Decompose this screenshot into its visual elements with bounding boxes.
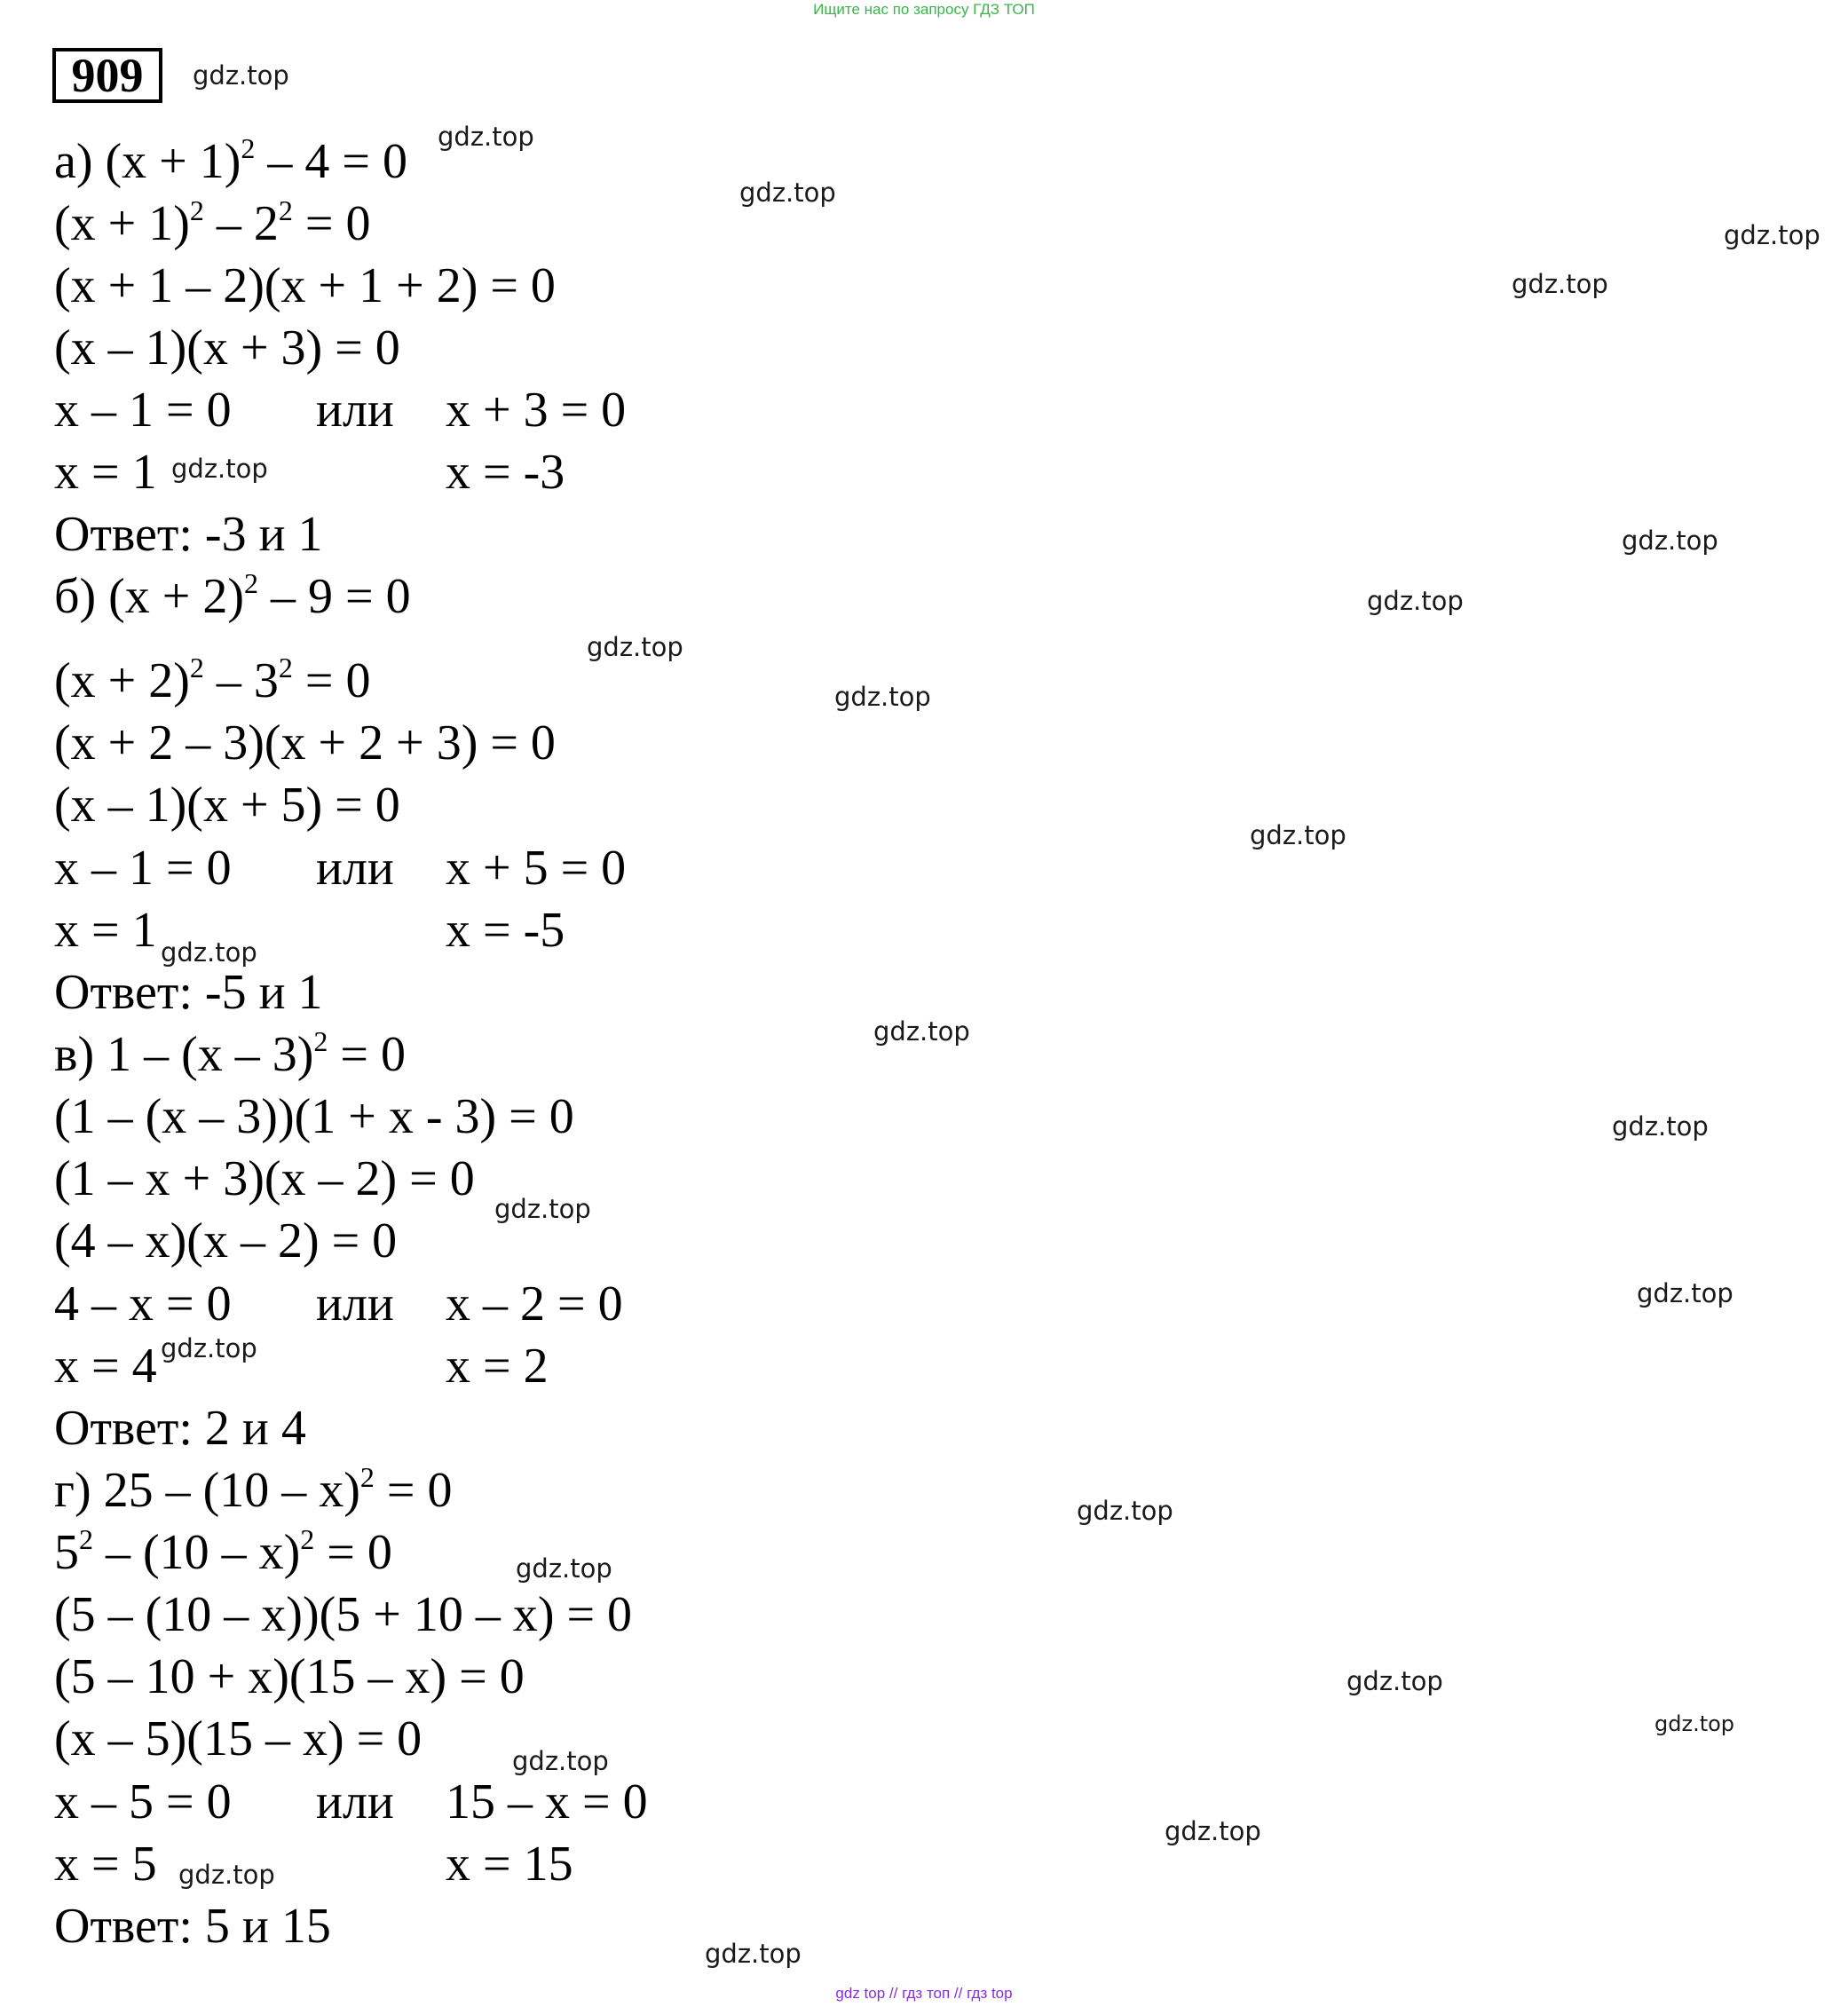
watermark: gdz.top <box>739 178 836 208</box>
watermark: gdz.top <box>1165 1816 1261 1846</box>
task-number: 909 <box>52 48 162 103</box>
part-c-answer: Ответ: 2 и 4 <box>54 1401 306 1456</box>
part-d-line-5: (x – 5)(15 – x) = 0 <box>54 1711 423 1766</box>
part-b-answer: Ответ: -5 и 1 <box>54 965 323 1020</box>
part-a-line-1: а) $(x + 1)^2 - 4 = 0$ <box>54 132 407 189</box>
watermark: gdz.top <box>1724 220 1820 250</box>
watermark: gdz.top <box>705 1939 802 1969</box>
part-b-line-4: (x – 1)(x + 5) = 0 <box>54 778 400 833</box>
watermark: gdz.top <box>1347 1666 1443 1696</box>
top-banner[interactable]: Ищите нас по запросу ГДЗ ТОП <box>813 1 1035 18</box>
part-b-line-5: x – 1 = 0 или x + 5 = 0 <box>54 841 627 896</box>
part-d-line-4: (5 – 10 + x)(15 – x) = 0 <box>54 1649 525 1704</box>
part-c-line-4: (4 – x)(x – 2) = 0 <box>54 1213 398 1268</box>
watermark: gdz.top <box>587 632 683 662</box>
watermark: gdz.top <box>1367 586 1464 616</box>
part-d-line-1: г) 25 – (10 – x)$^2$ = 0 <box>54 1461 453 1518</box>
bottom-banner[interactable]: gdz top // гдз топ // гдз top <box>835 1985 1013 2002</box>
watermark: gdz.top <box>161 1333 257 1363</box>
watermark: gdz.top <box>1637 1278 1733 1308</box>
part-d-line-7: x = 5 x = 15 <box>54 1837 573 1892</box>
part-b-line-6: x = 1 x = -5 <box>54 903 565 958</box>
watermark: gdz.top <box>1655 1711 1735 1736</box>
watermark: gdz.top <box>193 60 289 91</box>
watermark: gdz.top <box>178 1860 275 1890</box>
part-a-answer: Ответ: -3 и 1 <box>54 507 323 562</box>
part-c-line-3: (1 – x + 3)(x – 2) = 0 <box>54 1151 475 1206</box>
part-a-line-6: x = 1 x = -3 <box>54 445 565 500</box>
part-b-line-3: (x + 2 – 3)(x + 2 + 3) = 0 <box>54 715 556 770</box>
watermark: gdz.top <box>171 454 268 484</box>
part-c-line-2: (1 – (x – 3))(1 + x - 3) = 0 <box>54 1089 574 1144</box>
part-c-line-5: 4 – x = 0 или x – 2 = 0 <box>54 1276 623 1331</box>
watermark: gdz.top <box>834 682 931 712</box>
part-d-line-3: (5 – (10 – x))(5 + 10 – x) = 0 <box>54 1587 633 1642</box>
watermark: gdz.top <box>873 1016 970 1047</box>
watermark: gdz.top <box>1250 820 1347 850</box>
watermark: gdz.top <box>512 1746 609 1776</box>
part-a-line-3: (x + 1 – 2)(x + 1 + 2) = 0 <box>54 258 556 313</box>
part-a-line-5: x – 1 = 0 или x + 3 = 0 <box>54 383 627 438</box>
part-b-line-1: б) $(x + 2)^2 - 9 = 0$ <box>54 567 411 624</box>
watermark: gdz.top <box>1622 525 1718 556</box>
watermark: gdz.top <box>161 937 257 968</box>
part-a-line-2: $(x + 1)^2 - 2^2 = 0$ <box>54 194 371 251</box>
watermark: gdz.top <box>1077 1496 1173 1526</box>
part-b-line-2: $(x + 2)^2 - 3^2 = 0$ <box>54 652 371 708</box>
watermark: gdz.top <box>1612 1111 1709 1142</box>
part-a-line-4: (x – 1)(x + 3) = 0 <box>54 320 400 375</box>
part-c-line-1: в) 1 – (x – 3)$^2$ = 0 <box>54 1025 406 1082</box>
part-c-line-6: x = 4 x = 2 <box>54 1339 549 1394</box>
part-d-line-6: x – 5 = 0 или 15 – x = 0 <box>54 1774 648 1829</box>
watermark: gdz.top <box>1512 269 1608 299</box>
watermark: gdz.top <box>438 122 534 152</box>
part-d-answer: Ответ: 5 и 15 <box>54 1899 331 1954</box>
watermark: gdz.top <box>516 1553 612 1584</box>
watermark: gdz.top <box>494 1194 591 1224</box>
part-d-line-2: $5^2 - (10 - x)^2 = 0$ <box>54 1523 392 1580</box>
